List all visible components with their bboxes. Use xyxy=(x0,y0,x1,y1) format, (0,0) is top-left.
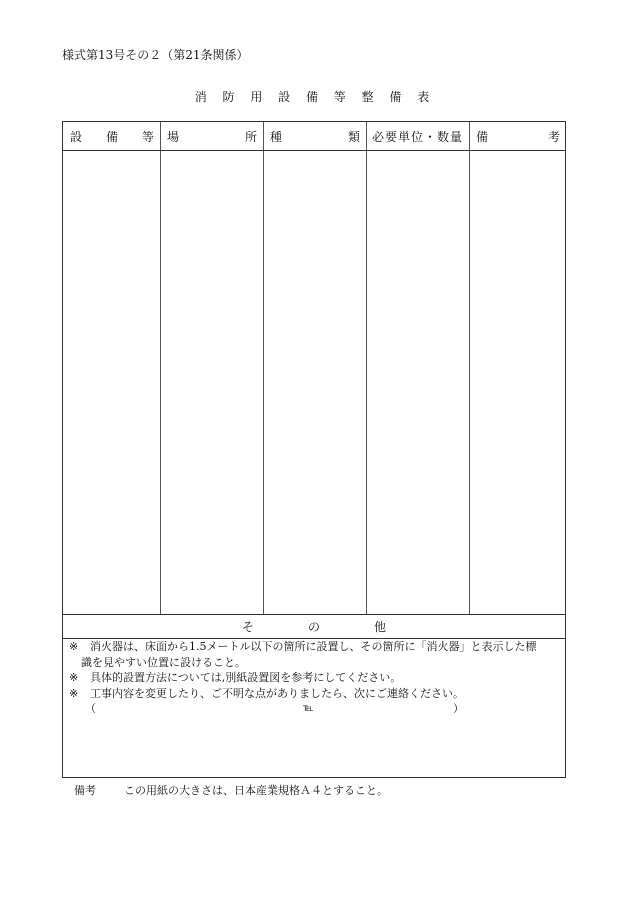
note-item xyxy=(69,670,563,686)
column-divider xyxy=(160,122,161,614)
header-divider xyxy=(63,150,565,151)
header-location-char: 場 xyxy=(167,129,180,144)
equipment-table xyxy=(62,121,566,778)
column-divider xyxy=(469,122,470,614)
column-divider xyxy=(366,122,367,614)
note-text: 具体的設置方法については,別紙設置図を参考にしてください。 xyxy=(90,671,402,684)
header-equipment-char: 等 xyxy=(141,129,154,144)
note-mark: ※ xyxy=(69,640,79,653)
footer-note xyxy=(74,782,388,798)
tel-label: ℡ xyxy=(303,703,314,714)
header-type-char: 類 xyxy=(347,129,360,144)
header-remarks-char: 考 xyxy=(547,129,560,144)
document-title: 消 防 用 設 備 等 整 備 表 xyxy=(194,90,436,104)
contact-open-paren: （ xyxy=(85,702,96,715)
contact-close-paren: ） xyxy=(453,702,464,715)
other-heading-char: の xyxy=(307,620,320,634)
header-location-char: 所 xyxy=(244,129,257,144)
note-mark: ※ xyxy=(69,686,79,700)
other-heading-char: 他 xyxy=(374,620,387,634)
footer-label: 備考 xyxy=(74,784,96,797)
footer-text: この用紙の大きさは、日本産業規格Ａ４とすること。 xyxy=(124,784,388,797)
note-continuation: 識を見やすい位置に設けること。 xyxy=(81,655,246,669)
note-item xyxy=(69,639,563,655)
header-equipment xyxy=(63,122,160,150)
header-remarks xyxy=(469,122,566,150)
notes-block xyxy=(69,639,563,716)
header-required-quantity-text: 必要単位・数量 xyxy=(371,129,463,144)
header-remarks-char: 備 xyxy=(476,129,489,144)
header-equipment-char: 備 xyxy=(105,129,118,144)
note-mark: ※ xyxy=(69,671,79,684)
header-type xyxy=(263,122,366,150)
note-text: 工事内容を変更したり、ご不明な点がありましたら、次にご連絡ください。 xyxy=(90,686,464,700)
other-section-heading xyxy=(63,615,565,638)
note-text: 消火器は、床面から1.5メートル以下の箇所に設置し、その箇所に「消火器」と表示した標 xyxy=(90,640,537,653)
note-item xyxy=(69,686,563,702)
other-heading-char: そ xyxy=(241,620,254,634)
header-required-quantity xyxy=(366,122,469,150)
header-type-char: 種 xyxy=(270,129,283,144)
contact-line xyxy=(69,701,563,716)
header-equipment-char: 設 xyxy=(70,129,83,144)
header-location xyxy=(160,122,263,150)
column-divider xyxy=(263,122,264,614)
form-number-label: 様式第13号その２（第21条関係） xyxy=(62,48,249,62)
